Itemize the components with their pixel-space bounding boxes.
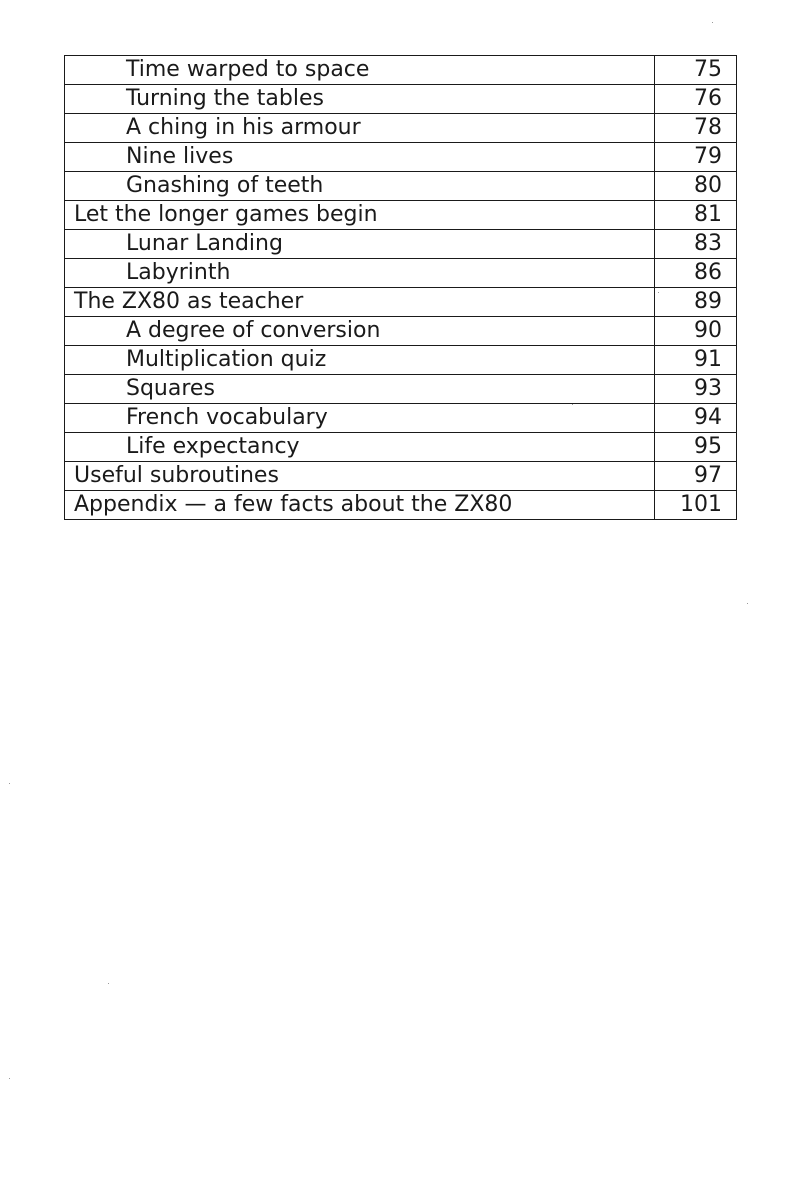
toc-entry-page: 89 <box>655 288 737 317</box>
toc-entry-title: French vocabulary <box>65 404 655 433</box>
toc-row <box>65 201 737 230</box>
toc-entry-page: 80 <box>655 172 737 201</box>
toc-entry-title: Appendix — a few facts about the ZX80 <box>65 491 655 520</box>
toc-entry-page: 90 <box>655 317 737 346</box>
toc-entry-title: Life expectancy <box>65 433 655 462</box>
toc-row <box>65 56 737 85</box>
scan-speck <box>658 292 659 293</box>
toc-row <box>65 114 737 143</box>
toc-entry-title: Turning the tables <box>65 85 655 114</box>
toc-entry-page: 93 <box>655 375 737 404</box>
toc-entry-title: Let the longer games begin <box>65 201 655 230</box>
toc-entry-title: Squares <box>65 375 655 404</box>
toc-entry-title: Gnashing of teeth <box>65 172 655 201</box>
toc-entry-page: 86 <box>655 259 737 288</box>
scan-speck <box>9 783 10 784</box>
toc-row <box>65 230 737 259</box>
toc-entry-page: 101 <box>655 491 737 520</box>
toc-body <box>65 56 737 520</box>
toc-row <box>65 288 737 317</box>
toc-row <box>65 375 737 404</box>
scan-speck <box>712 22 713 23</box>
toc-entry-page: 78 <box>655 114 737 143</box>
toc-entry-page: 91 <box>655 346 737 375</box>
toc-row <box>65 462 737 491</box>
toc-entry-page: 76 <box>655 85 737 114</box>
scan-speck <box>572 404 573 405</box>
toc-entry-title: Time warped to space <box>65 56 655 85</box>
toc-entry-title: Useful subroutines <box>65 462 655 491</box>
toc-entry-title: A ching in his armour <box>65 114 655 143</box>
toc-entry-title: The ZX80 as teacher <box>65 288 655 317</box>
toc-row <box>65 143 737 172</box>
toc-entry-title: Lunar Landing <box>65 230 655 259</box>
toc-row <box>65 404 737 433</box>
scan-speck <box>747 603 748 604</box>
scan-speck <box>108 983 109 984</box>
scan-speck <box>9 1078 10 1079</box>
toc-row <box>65 433 737 462</box>
toc-entry-page: 83 <box>655 230 737 259</box>
toc-entry-title: Multiplication quiz <box>65 346 655 375</box>
toc-entry-page: 95 <box>655 433 737 462</box>
toc-entry-page: 79 <box>655 143 737 172</box>
toc-entry-title: Labyrinth <box>65 259 655 288</box>
toc-entry-title: A degree of conversion <box>65 317 655 346</box>
toc-entry-page: 97 <box>655 462 737 491</box>
toc-row <box>65 317 737 346</box>
table-of-contents <box>64 55 737 520</box>
toc-row <box>65 346 737 375</box>
toc-row <box>65 259 737 288</box>
toc-entry-page: 75 <box>655 56 737 85</box>
toc-entry-title: Nine lives <box>65 143 655 172</box>
toc-row <box>65 85 737 114</box>
toc-row <box>65 172 737 201</box>
toc-entry-page: 94 <box>655 404 737 433</box>
toc-entry-page: 81 <box>655 201 737 230</box>
toc-row <box>65 491 737 520</box>
